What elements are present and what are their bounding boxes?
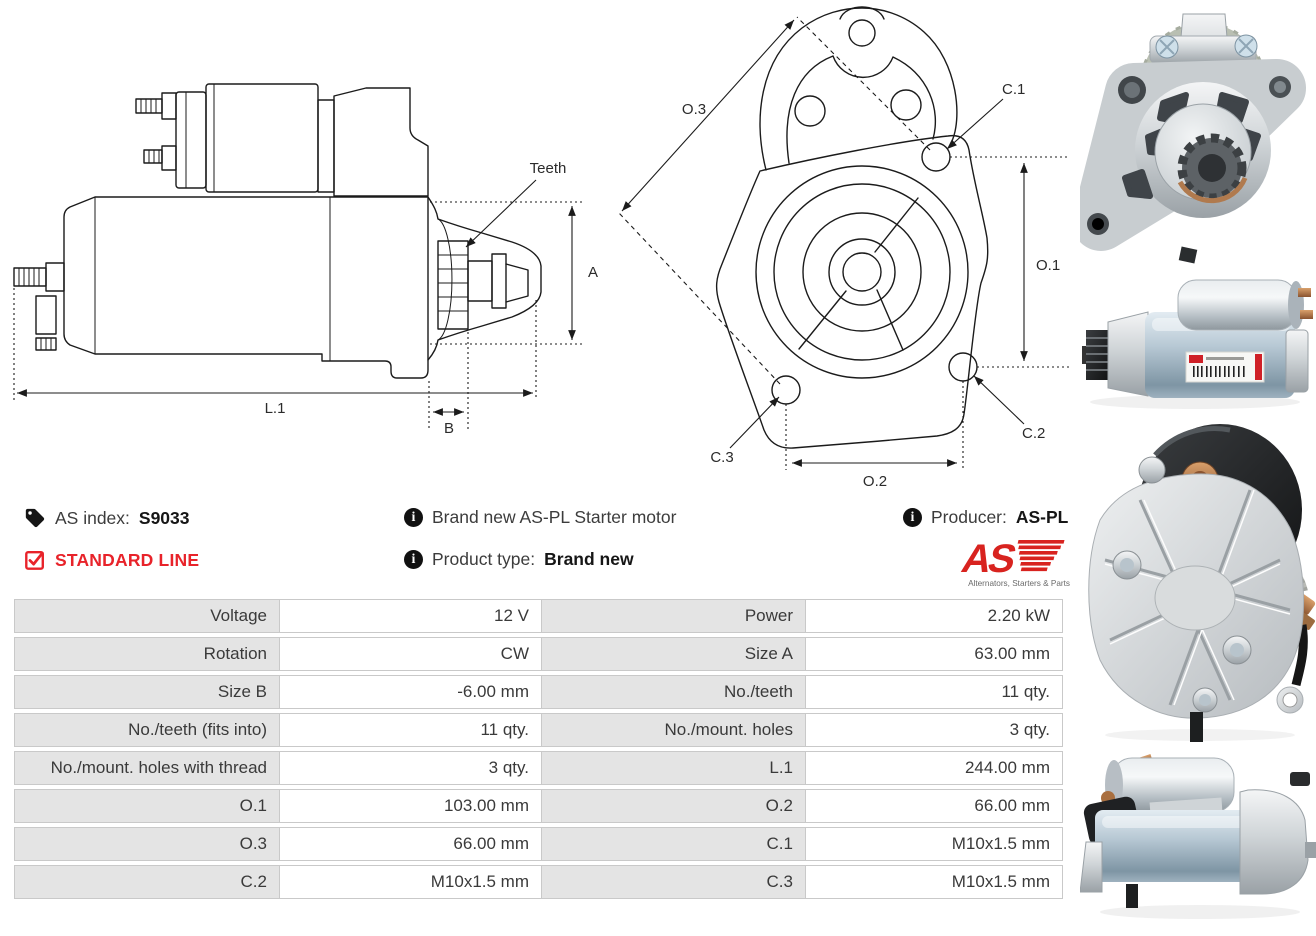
spec-label: C.1 bbox=[542, 827, 806, 861]
spec-value: 103.00 mm bbox=[280, 789, 542, 823]
brand-logo-tagline: Alternators, Starters & Parts bbox=[968, 579, 1070, 588]
spec-label: C.3 bbox=[542, 865, 806, 899]
spec-label: Rotation bbox=[14, 637, 280, 671]
spec-value: 11 qty. bbox=[280, 713, 542, 747]
dim-label-c2: C.2 bbox=[1022, 425, 1046, 442]
spec-value: 66.00 mm bbox=[280, 827, 542, 861]
dim-label-o2: O.2 bbox=[862, 473, 888, 490]
spec-label: No./teeth (fits into) bbox=[14, 713, 280, 747]
solenoid-body bbox=[176, 84, 428, 196]
spec-label: No./mount. holes bbox=[542, 713, 806, 747]
product-photos bbox=[1080, 0, 1316, 936]
spec-label: No./teeth bbox=[542, 675, 806, 709]
spec-label: No./mount. holes with thread bbox=[14, 751, 280, 785]
spec-table-body bbox=[14, 599, 1063, 899]
drive-end-housing bbox=[428, 197, 541, 360]
product-description bbox=[404, 507, 676, 528]
spec-label: Size B bbox=[14, 675, 280, 709]
spec-value: 66.00 mm bbox=[806, 789, 1063, 823]
spec-label: Size A bbox=[542, 637, 806, 671]
as-index-value: S9033 bbox=[138, 507, 190, 528]
spec-value: CW bbox=[280, 637, 542, 671]
spec-value: 244.00 mm bbox=[806, 751, 1063, 785]
spec-row bbox=[14, 675, 1063, 709]
spec-value: 3 qty. bbox=[280, 751, 542, 785]
brand-logo-text: AS bbox=[957, 535, 1019, 581]
brand-logo bbox=[948, 534, 1072, 590]
spec-row bbox=[14, 599, 1063, 633]
spec-value: M10x1.5 mm bbox=[280, 865, 542, 899]
product-label-sticker bbox=[1186, 352, 1264, 382]
spec-value: 11 qty. bbox=[806, 675, 1063, 709]
spec-label: O.3 bbox=[14, 827, 280, 861]
spec-value: -6.00 mm bbox=[280, 675, 542, 709]
photo-front-flange-view bbox=[1087, 14, 1291, 264]
spec-label: Power bbox=[542, 599, 806, 633]
dim-label-c1: C.1 bbox=[1002, 81, 1026, 98]
photo-rear-view bbox=[1089, 424, 1316, 742]
spec-label: L.1 bbox=[542, 751, 806, 785]
as-index bbox=[24, 507, 190, 529]
tag-icon bbox=[24, 507, 46, 529]
producer bbox=[903, 507, 1068, 528]
spec-row bbox=[14, 789, 1063, 823]
mount-hole-c2 bbox=[949, 353, 977, 381]
spec-row bbox=[14, 865, 1063, 899]
info-icon: i bbox=[404, 508, 423, 527]
spec-label: C.2 bbox=[14, 865, 280, 899]
spec-value: 63.00 mm bbox=[806, 637, 1063, 671]
spec-row bbox=[14, 827, 1063, 861]
spec-row bbox=[14, 751, 1063, 785]
product-description-text: Brand new AS-PL Starter motor bbox=[432, 507, 677, 527]
spec-value: M10x1.5 mm bbox=[806, 865, 1063, 899]
dim-label-o3: O.3 bbox=[681, 101, 707, 118]
standard-line-label: STANDARD LINE bbox=[55, 549, 200, 570]
dim-label-teeth: Teeth bbox=[529, 160, 567, 177]
spec-value: 2.20 kW bbox=[806, 599, 1063, 633]
spec-label: Voltage bbox=[14, 599, 280, 633]
producer-value: AS-PL bbox=[1015, 507, 1069, 527]
solenoid-terminals bbox=[136, 93, 176, 170]
info-icon: i bbox=[404, 550, 423, 569]
spec-label: O.1 bbox=[14, 789, 280, 823]
spec-value: M10x1.5 mm bbox=[806, 827, 1063, 861]
spec-row bbox=[14, 713, 1063, 747]
product-type-value: Brand new bbox=[544, 549, 634, 569]
dim-label-c3: C.3 bbox=[710, 449, 734, 466]
dim-label-o1: O.1 bbox=[1036, 257, 1061, 274]
product-type-label: Product type: bbox=[432, 549, 536, 569]
dim-label-l1: L.1 bbox=[264, 400, 286, 417]
product-type bbox=[404, 549, 634, 570]
spec-label: O.2 bbox=[542, 789, 806, 823]
spec-value: 3 qty. bbox=[806, 713, 1063, 747]
checkbox-checked-icon bbox=[24, 549, 46, 571]
mounting-flange-outline bbox=[717, 136, 988, 448]
spec-value: 12 V bbox=[280, 599, 542, 633]
photo-side-view-2 bbox=[1080, 754, 1316, 919]
side-view-diagram bbox=[0, 0, 600, 460]
info-icon: i bbox=[903, 508, 922, 527]
photo-side-view bbox=[1082, 280, 1313, 409]
front-view-diagram bbox=[600, 0, 1080, 500]
mount-hole-c1 bbox=[922, 143, 950, 171]
dim-label-a: A bbox=[588, 264, 599, 281]
dim-label-b: B bbox=[443, 420, 455, 437]
producer-label: Producer: bbox=[931, 507, 1007, 527]
spec-table bbox=[14, 595, 1063, 903]
standard-line-badge bbox=[24, 549, 199, 571]
as-index-label: AS index: bbox=[55, 507, 130, 528]
spec-row bbox=[14, 637, 1063, 671]
motor-body bbox=[14, 197, 428, 378]
